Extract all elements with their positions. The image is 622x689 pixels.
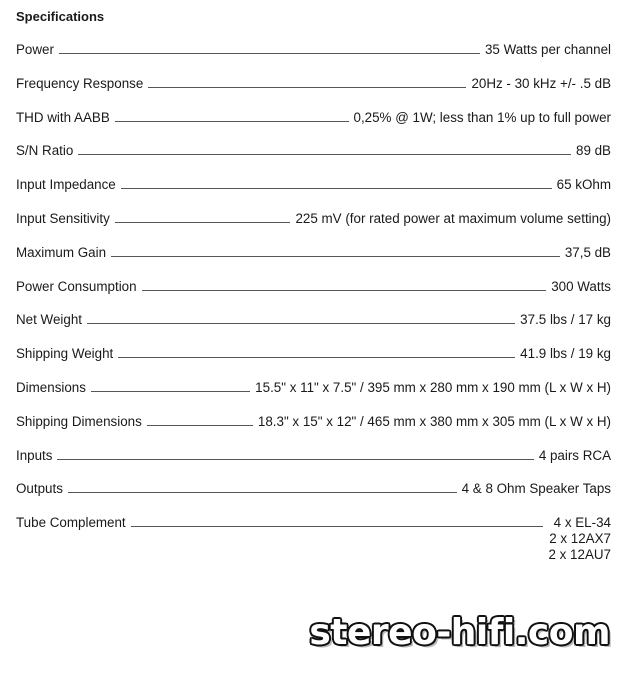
spec-value: 225 mV (for rated power at maximum volume setting) (295, 210, 611, 226)
spec-label: Input Impedance (16, 177, 116, 193)
dot-leader (68, 492, 457, 493)
spec-label: Shipping Weight (16, 346, 114, 362)
dot-leader (87, 323, 515, 324)
spec-row-shipping-dimensions (16, 414, 611, 448)
spec-row-net-weight (16, 312, 611, 346)
spec-label: Inputs (16, 447, 53, 463)
spec-value: 300 Watts (551, 278, 611, 294)
spec-row-inputs (16, 448, 611, 482)
spec-row-frequency-response (16, 76, 611, 110)
spec-label: Dimensions (16, 379, 86, 395)
spec-label: Tube Complement (16, 515, 126, 531)
spec-row-shipping-weight (16, 346, 611, 380)
tube-item: 2 x 12AU7 (548, 547, 611, 563)
spec-value: 37,5 dB (564, 244, 611, 260)
dot-leader (111, 256, 560, 257)
dot-leader (121, 188, 552, 189)
spec-value: 18.3" x 15" x 12" / 465 mm x 380 mm x 305 mm (L x W x H) (257, 413, 611, 429)
dot-leader (118, 357, 515, 358)
tube-item: 2 x 12AX7 (549, 531, 611, 547)
dot-leader (78, 154, 571, 155)
spec-value: 20Hz - 30 kHz +/- .5 dB (471, 75, 611, 91)
spec-value: 35 Watts per channel (484, 42, 611, 57)
dot-leader (115, 222, 291, 223)
spec-row-dimensions (16, 380, 611, 414)
spec-label: Maximum Gain (16, 244, 107, 260)
spec-label: Frequency Response (16, 75, 144, 91)
page-title: Specifications (16, 9, 105, 24)
dot-leader (115, 121, 349, 122)
spec-row-tube-complement (16, 515, 611, 563)
spec-label: S/N Ratio (16, 143, 74, 159)
spec-value: 41.9 lbs / 19 kg (520, 346, 611, 362)
spec-value: 4 pairs RCA (538, 447, 611, 463)
tube-item: 4 x EL-34 (553, 515, 611, 531)
spec-value: 15.5" x 11" x 7.5" / 395 mm x 280 mm x 190 mm (L x W x H) (255, 379, 611, 395)
spec-row-input-impedance (16, 177, 611, 211)
spec-row-power-consumption (16, 279, 611, 313)
specifications-list (16, 42, 611, 563)
dot-leader (142, 290, 547, 291)
spec-row-input-sensitivity (16, 211, 611, 245)
dot-leader (147, 425, 253, 426)
spec-label: Power (16, 42, 54, 57)
spec-label: Net Weight (16, 312, 82, 328)
spec-label: Power Consumption (16, 278, 137, 294)
spec-row-thd (16, 110, 611, 144)
dot-leader (59, 53, 480, 54)
spec-label: Outputs (16, 481, 63, 497)
dot-leader (148, 87, 466, 88)
spec-value: 89 dB (576, 143, 611, 159)
spec-row-outputs (16, 481, 611, 515)
spec-value: 37.5 lbs / 17 kg (520, 312, 611, 328)
dot-leader (131, 526, 544, 527)
tube-list (548, 515, 611, 563)
dot-leader (57, 459, 533, 460)
spec-label: Shipping Dimensions (16, 413, 142, 429)
spec-row-power (16, 42, 611, 76)
watermark-logo: stereo-hifi.com (309, 612, 610, 653)
spec-value: 0,25% @ 1W; less than 1% up to full power (353, 109, 611, 125)
spec-label: Input Sensitivity (16, 210, 110, 226)
spec-row-sn-ratio (16, 143, 611, 177)
spec-label: THD with AABB (16, 109, 110, 125)
spec-value: 65 kOhm (556, 177, 611, 193)
spec-row-maximum-gain (16, 245, 611, 279)
dot-leader (91, 391, 250, 392)
spec-value: 4 & 8 Ohm Speaker Taps (461, 481, 611, 497)
